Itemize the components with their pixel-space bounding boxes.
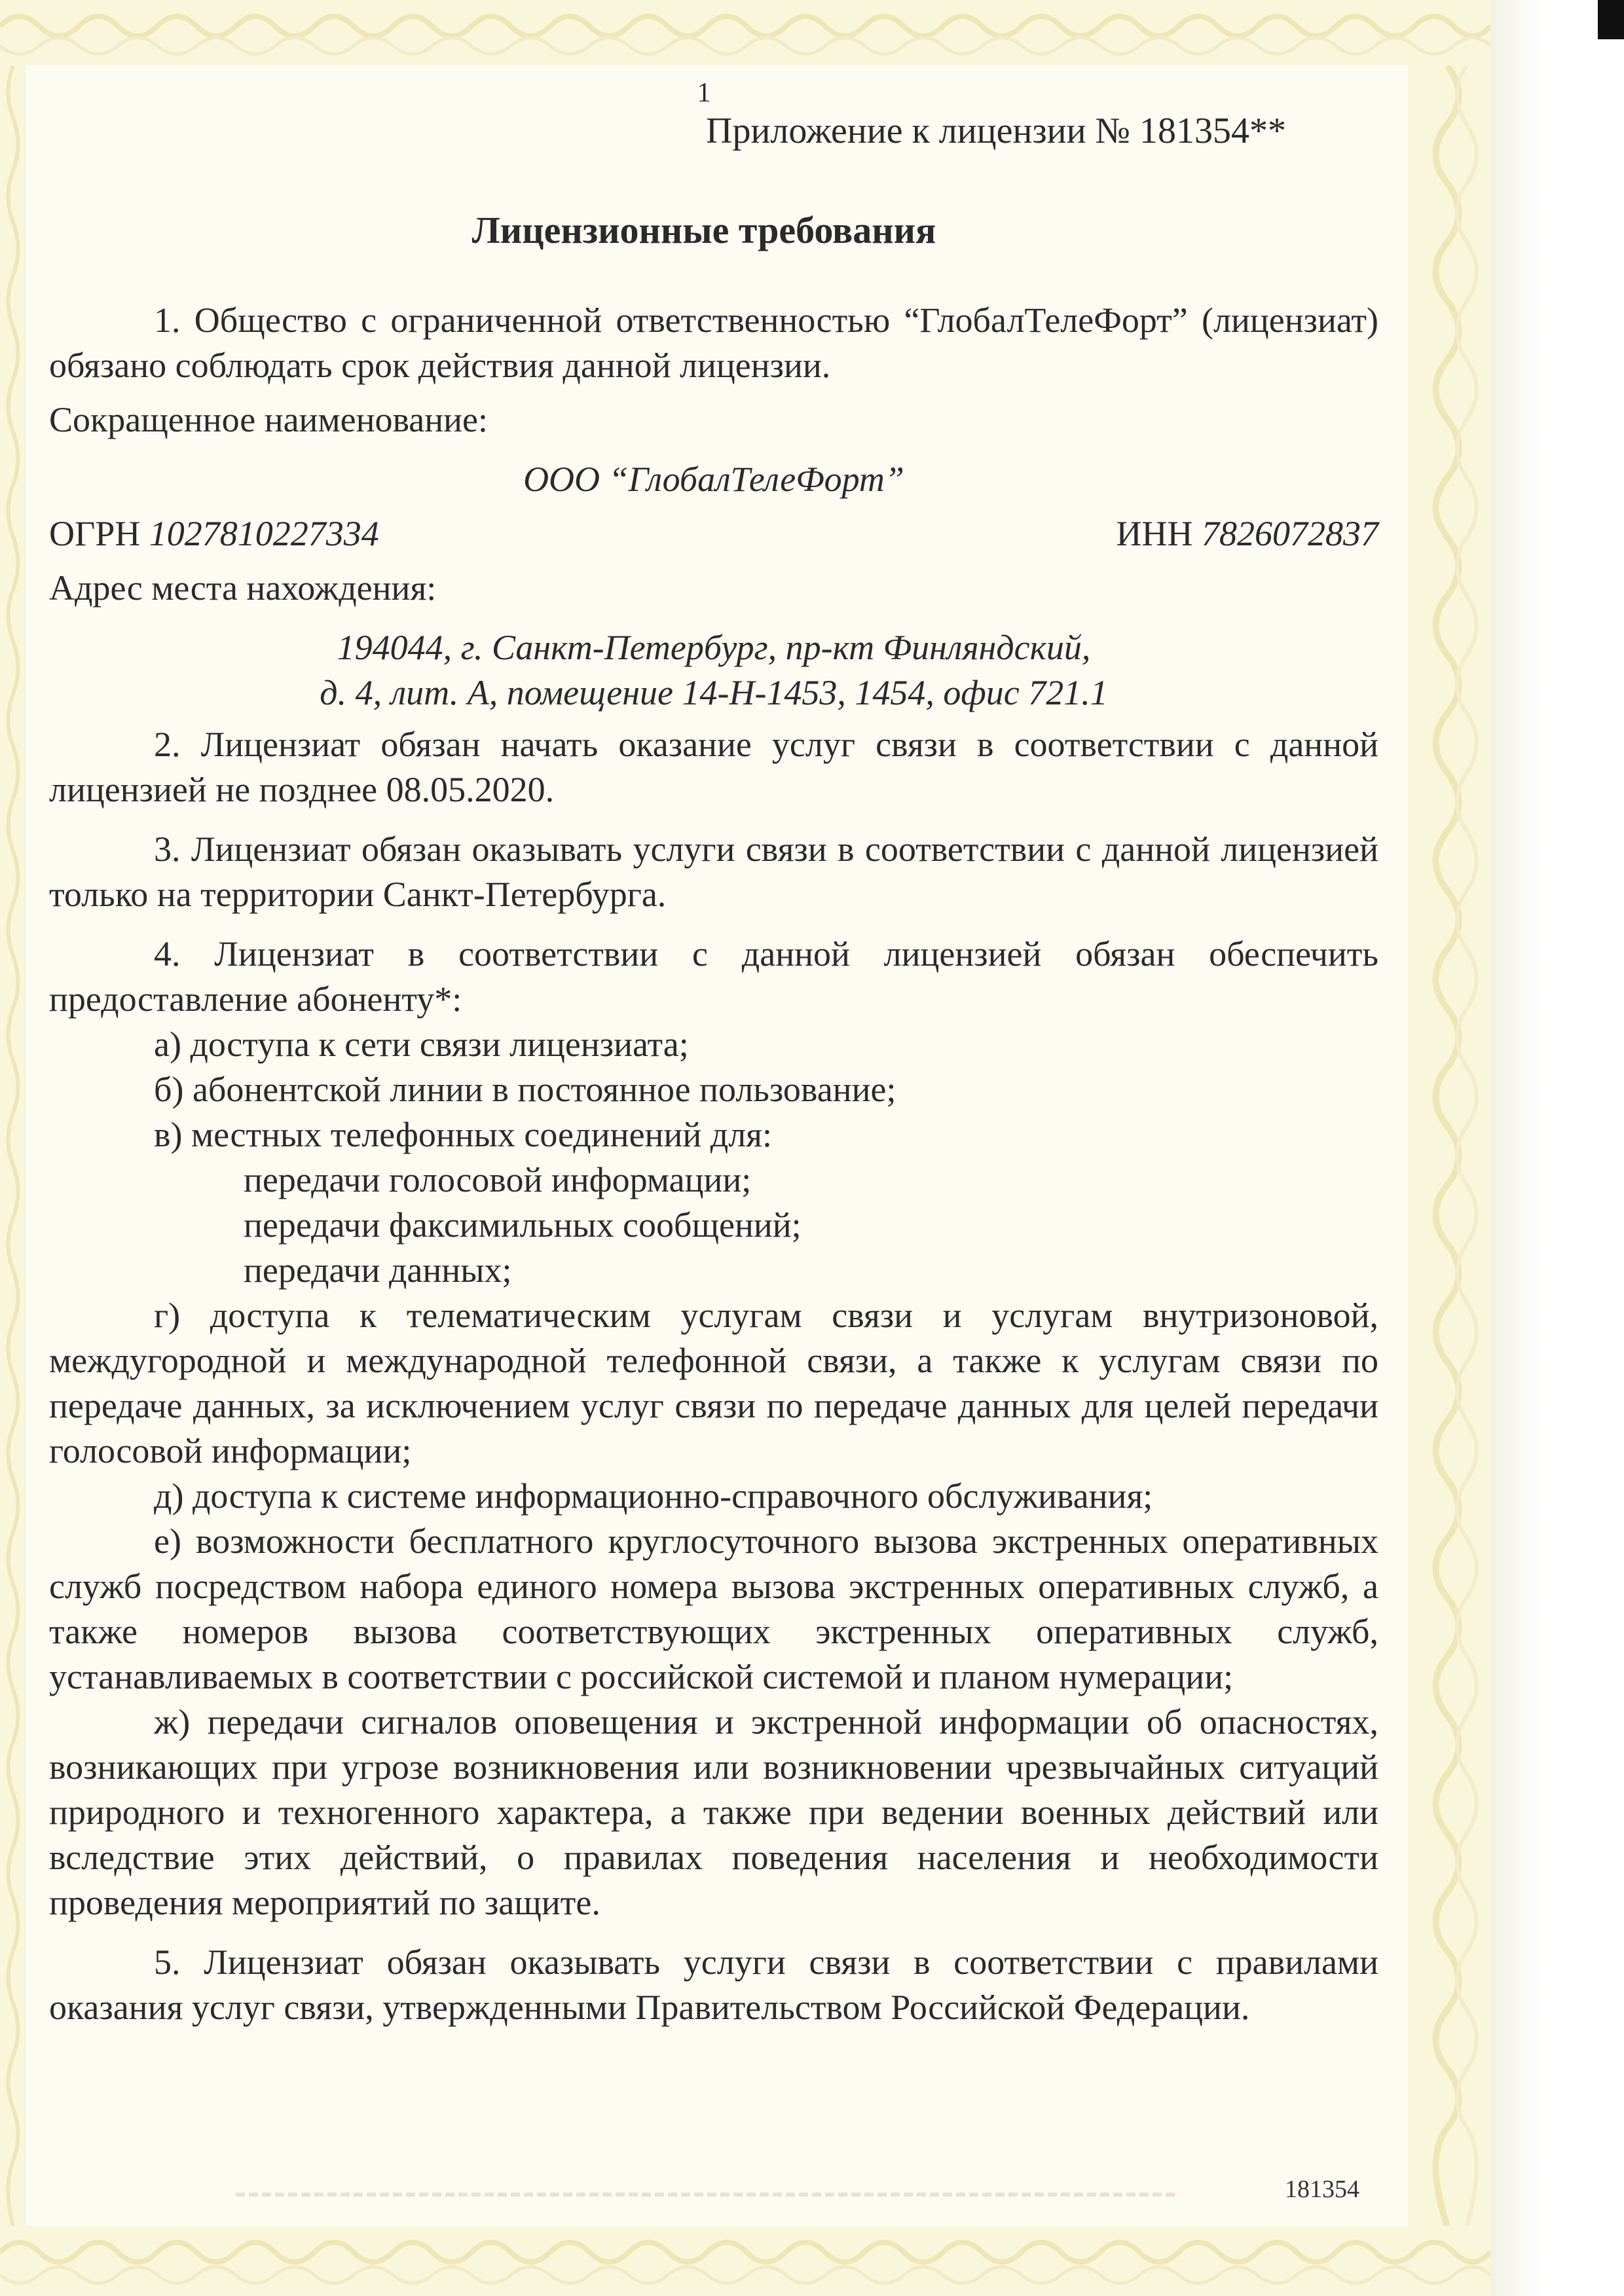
address-line-1: 194044, г. Санкт-Петербург, пр-кт Финляндский, [337, 628, 1091, 667]
address-line-2: д. 4, лит. А, помещение 14-Н-1453, 1454, офис 721.1 [320, 673, 1108, 712]
item-4-intro: 4. Лицензиат в соответствии с данной лицензией обязан обеспечить предоставление абоненту*: [49, 934, 1378, 1019]
item-4-b: б) абонентской линии в постоянное пользование; [154, 1070, 896, 1109]
item-4-v-data: передачи данных; [244, 1250, 512, 1290]
item-4-d: д) доступа к системе информационно-справочного обслуживания; [154, 1476, 1153, 1516]
address-label: Адрес места нахождения: [49, 568, 437, 608]
scan-margin [1490, 0, 1624, 2296]
item-4-a: а) доступа к сети связи лицензиата; [154, 1025, 689, 1064]
form-serial-number: 181354 [1285, 2176, 1359, 2203]
item-1: 1. Общество с ограниченной ответственностью “ГлобалТелеФорт” (лицензиат) обязано соблюдать срок действия данной лицензии. [49, 301, 1378, 385]
printer-imprint [236, 2193, 1179, 2196]
item-4-v-fax: передачи факсимильных сообщений; [244, 1205, 802, 1245]
short-name-label: Сокращенное наименование: [49, 400, 489, 439]
registration-numbers [49, 511, 1378, 556]
item-3: 3. Лицензиат обязан оказывать услуги связи в соответствии с данной лицензией только на территории Санкт-Петербурга. [49, 829, 1378, 914]
item-4-v: в) местных телефонных соединений для: [154, 1115, 772, 1154]
inn-value: 7826072837 [1202, 514, 1378, 553]
ogrn [49, 511, 379, 556]
ogrn-label: ОГРН [49, 514, 141, 553]
right-security-border [1408, 65, 1490, 2226]
left-security-border [0, 65, 26, 2226]
inn-label: ИНН [1116, 514, 1193, 553]
document-title: Лицензионные требования [471, 209, 936, 251]
page-number: 1 [697, 78, 711, 108]
bottom-security-border [0, 2226, 1490, 2296]
item-4-g: г) доступа к телематическим услугам связи и услугам внутризоновой, междугородной и международной телефонной связи, а также к услугам связи по передаче данных, за исключением услуг связи по передаче данных для целей передачи голосовой информации; [49, 1296, 1378, 1470]
document-body [49, 298, 1378, 2030]
license-appendix-header: Приложение к лицензии № 181354** [706, 111, 1286, 151]
item-5: 5. Лицензиат обязан оказывать услуги связи в соответствии с правилами оказания услуг связи, утвержденными Правительством Российской Федерации. [49, 1942, 1378, 2027]
short-name-value: ООО “ГлобалТелеФорт” [523, 460, 904, 499]
item-4-zh: ж) передачи сигналов оповещения и экстренной информации об опасностях, возникающих при угрозе возникновения или возникновении чрезвычайных ситуаций природного и техногенного характера, а также при ведении военных действий или вследствие этих действий, о правилах поведения населения и необходимости проведения мероприятий по защите. [49, 1702, 1378, 1922]
item-2: 2. Лицензиат обязан начать оказание услуг связи в соответствии с данной лицензией не позднее 08.05.2020. [49, 725, 1378, 809]
top-security-border [0, 0, 1490, 65]
scan-corner-mark [1598, 0, 1624, 39]
inn [1116, 511, 1379, 556]
ogrn-value: 1027810227334 [149, 514, 379, 553]
item-4-v-voice: передачи голосовой информации; [244, 1160, 752, 1199]
item-4-e: е) возможности бесплатного круглосуточного вызова экстренных оперативных служб посредством набора единого номера вызова экстренных оперативных служб, а также номеров вызова соответствующих экстренных оперативных служб, устанавливаемых в соответствии с российской системой и планом нумерации; [49, 1522, 1378, 1696]
